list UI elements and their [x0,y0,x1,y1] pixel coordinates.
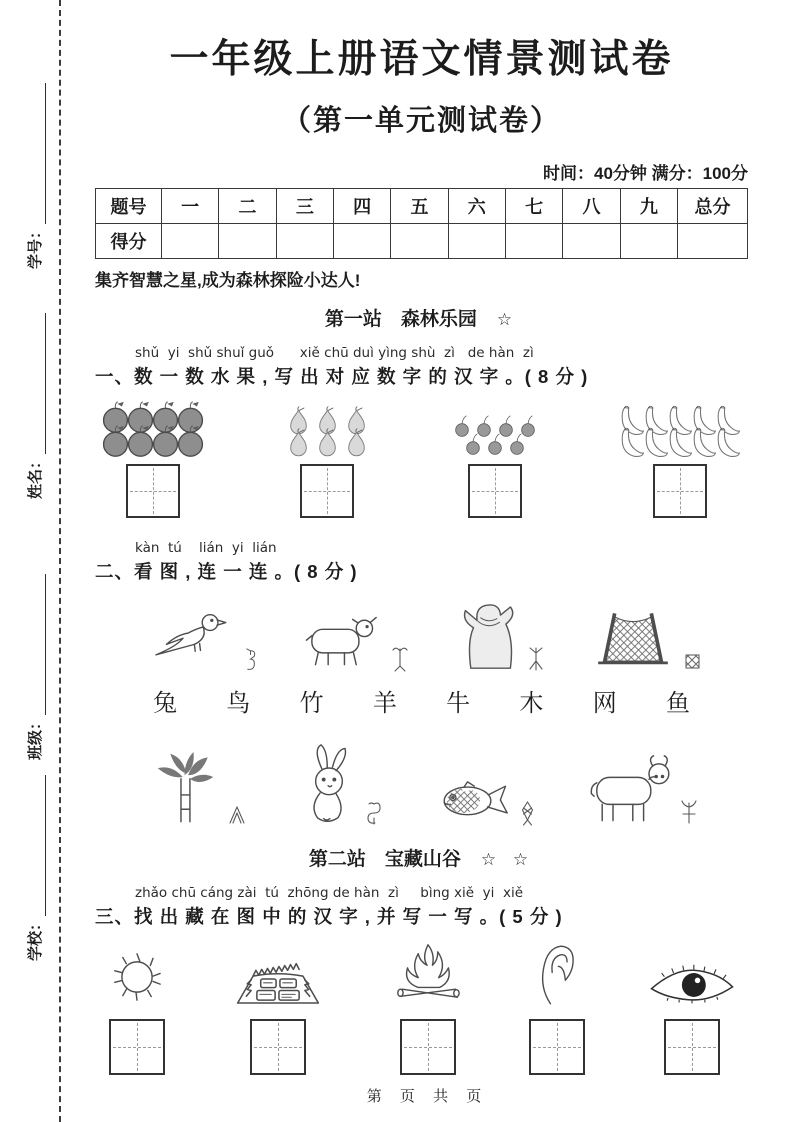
oracle-ox-glyph [681,800,697,826]
student-id-label: 学号： [27,223,44,269]
score-table-col-9: 九 [620,189,677,224]
cherry-icon [463,431,483,458]
field-icon [230,949,326,1009]
score-table-cell-7[interactable] [505,224,562,259]
pear-pile [284,405,371,458]
score-table-score-row [96,224,748,259]
q3-item-ear [529,941,585,1075]
score-table-cell-8[interactable] [563,224,620,259]
pear-icon [315,427,340,458]
student-name-label: 姓名： [27,453,44,499]
ox-picture [586,754,697,826]
oracle-fish-glyph [520,800,535,826]
q3-pinyin: zhǎo chū cáng zài tú zhōng de hàn zì bìng xiě yi xiě [135,885,524,901]
score-table-cell-4[interactable] [333,224,390,259]
class-label: 班级： [27,714,44,760]
match-character[interactable]: 兔 [153,691,177,717]
q3-item-fire [388,941,468,1075]
match-character[interactable]: 竹 [299,691,324,717]
banana-icon [715,427,741,458]
banana-icon [691,427,717,458]
page-footer: 第 页 共 页 [366,1088,489,1105]
pear-count-group [284,405,371,518]
q2-text: 二、看 图 , 连 一 连 。( 8 分 ) [95,561,358,582]
school-field[interactable] [20,775,46,961]
fish-picture [433,774,535,826]
writing-grid[interactable] [126,464,180,518]
score-table-score-label: 得分 [96,224,162,259]
match-character[interactable]: 网 [592,691,617,717]
oracle-sheep-glyph [392,646,408,672]
apple-icon [175,425,206,458]
score-table-cell-5[interactable] [391,224,448,259]
score-table-col-6: 六 [448,189,505,224]
cherry-count-group [451,413,539,518]
pear-icon [286,427,311,458]
oracle-net-glyph [684,652,701,672]
bamboo-icon [147,746,223,826]
student-id-field[interactable] [20,83,46,269]
writing-grid[interactable] [664,1019,720,1075]
score-table [95,188,748,259]
paper-body [62,0,793,1122]
score-table-col-1: 一 [162,189,219,224]
bird-icon [142,608,238,672]
cherry-icon [485,431,505,458]
q3-item-eye [646,941,738,1075]
eye-icon [646,961,738,1009]
oracle-bamboo-glyph [228,804,246,826]
score-table-cell-6[interactable] [448,224,505,259]
rabbit-picture [297,742,382,826]
student-name-field[interactable] [20,313,46,499]
station1-title [95,304,748,331]
q1-text: 一、数 一 数 水 果 , 写 出 对 应 数 字 的 汉 字 。( 8 分 ) [95,366,589,387]
station1-title-text: 第一站 森林乐园 [324,309,477,330]
net-icon [587,606,679,672]
writing-grid[interactable] [109,1019,165,1075]
score-table-col-5: 五 [391,189,448,224]
page-title: 一年级上册语文情景测试卷 [169,38,674,81]
oracle-wood-glyph [528,646,544,672]
q2-pinyin: kàn tú lián yi lián [135,540,277,556]
bird-picture [142,608,258,672]
bamboo-picture [147,746,246,826]
cherry-icon [507,431,527,458]
score-table-cell-9[interactable] [620,224,677,259]
page-subtitle: （第一单元测试卷） [281,105,561,137]
q2-pictures-bottom [95,742,748,826]
apple-count-group [103,401,203,518]
score-table-col-8: 八 [563,189,620,224]
apple-pile [103,401,203,458]
match-character[interactable]: 牛 [446,691,471,717]
match-character[interactable]: 鸟 [226,691,251,717]
score-table-cell-1[interactable] [162,224,219,259]
score-table-col-3: 三 [276,189,333,224]
sun-icon [105,945,169,1009]
tree-stump-icon [451,596,523,672]
banana-icon [619,427,645,458]
net-picture [587,606,701,672]
student-id-blank[interactable] [20,83,46,224]
school-blank[interactable] [20,775,46,916]
sheep-picture [301,612,408,672]
time-score-info: 时间：40分钟 满分：100分 [543,164,748,183]
school-label: 学校： [27,915,44,961]
station2-title [95,844,748,871]
score-table-header-row [96,189,748,224]
fish-icon [433,774,515,826]
match-character[interactable]: 羊 [372,691,397,717]
motto-text: 集齐智慧之星,成为森林探险小达人! [95,271,361,290]
writing-grid[interactable] [468,464,522,518]
writing-grid[interactable] [653,464,707,518]
ox-icon [586,754,676,826]
q1-fruit-row [95,401,748,518]
class-field[interactable] [20,574,46,760]
banana-icon [667,427,693,458]
tree-stump-picture [451,596,544,672]
student-info-sidebar [0,0,61,1122]
station1-stars: ☆ [496,310,519,329]
score-table-col-7: 七 [505,189,562,224]
writing-grid[interactable] [529,1019,585,1075]
ear-icon [532,941,582,1009]
q2-pictures-top [95,596,748,672]
sheep-icon [301,612,387,672]
q3-text: 三、找 出 藏 在 图 中 的 汉 字 , 并 写 一 写 。( 5 分 ) [95,906,563,927]
banana-count-group [620,405,740,518]
writing-grid[interactable] [250,1019,306,1075]
station2-title-text: 第二站 宝藏山谷 [308,849,461,870]
banana-pile [620,405,740,458]
fire-icon [388,941,468,1009]
score-table-col-4: 四 [333,189,390,224]
q2-characters-row [95,692,748,716]
rabbit-icon [297,742,361,826]
score-table-col-2: 二 [219,189,276,224]
score-table-cell-10[interactable] [678,224,748,259]
q3-item-sun [105,941,169,1075]
q1-pinyin: shǔ yi shǔ shuǐ guǒ xiě chū duì yìng shù zì de hàn zì [135,345,534,361]
oracle-rabbit-glyph [366,800,382,826]
writing-grid[interactable] [300,464,354,518]
cherry-pile [451,413,539,458]
score-table-cell-3[interactable] [276,224,333,259]
score-table-col-10: 总分 [678,189,748,224]
q3-item-field [230,941,326,1075]
score-table-header-label: 题号 [96,189,162,224]
oracle-bird-glyph [243,648,258,672]
score-table-cell-2[interactable] [219,224,276,259]
writing-grid[interactable] [400,1019,456,1075]
station2-stars: ☆ ☆ [480,850,535,869]
match-character[interactable]: 鱼 [665,691,690,717]
class-blank[interactable] [20,574,46,715]
banana-icon [643,427,669,458]
q3-row [95,941,748,1075]
pear-icon [344,427,369,458]
match-character[interactable]: 木 [519,691,544,717]
student-name-blank[interactable] [20,313,46,454]
